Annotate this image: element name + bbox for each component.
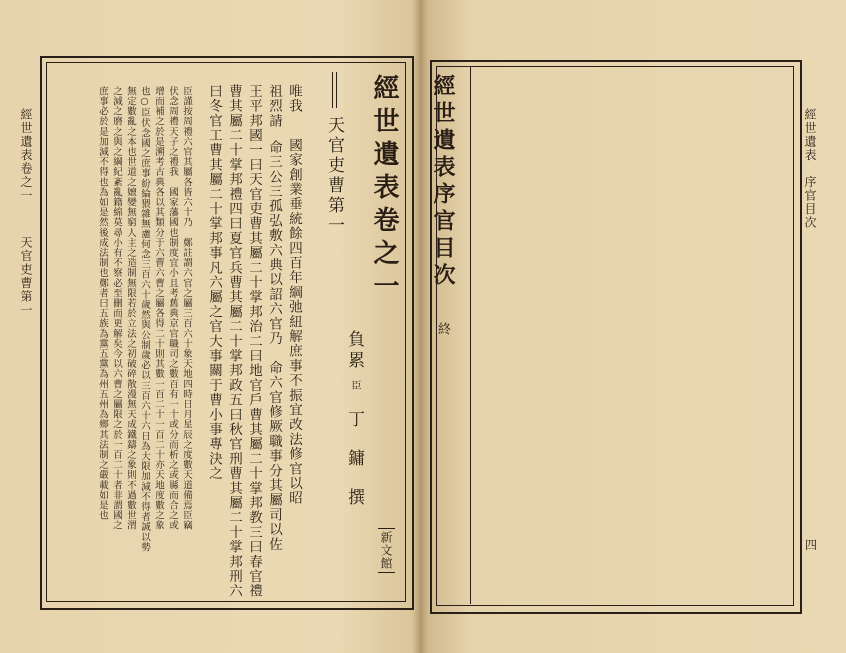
publisher-stamp: 新文館: [378, 528, 395, 573]
body-column-1a: 唯我: [286, 84, 302, 114]
book-title: 經世遺表卷之一: [369, 74, 399, 305]
body-column-5: 曰冬官工曹其屬二十掌邦事凡六屬之官大事關于曹小事專決之: [206, 84, 222, 481]
note-column-7: 庶事必於是加減不得也為如是然後成法制也鄭者曰五族為黨五黨為州五州為鄉其法制之嚴載如是也: [97, 86, 108, 521]
body-column-1b: 國家創業垂統餘四百年綱弛紐解庶事不振宜改法修官以昭: [286, 138, 302, 506]
author-name: 丁鏞撰: [344, 410, 364, 527]
note-column-4: 也○臣伏念國之庶事紛綸猥雜無慮何念三百六十歲然與公制歲必以三百六十六日為大限加減不得者誠以勢: [139, 86, 150, 553]
body-column-2b: 命三公三孤弘敷六典以詔六官乃 命六官修厥職事分其屬司以佐: [266, 140, 282, 552]
end-mark: 終: [435, 322, 450, 335]
chapter-title: 天官吏曹第一: [324, 116, 344, 236]
chapter-rule-2: [336, 72, 337, 108]
note-column-2: 伏念周禮天子之禮我 國家藩國也制度宜小且考舊典京官職司之數百有一十或分而析之或縣而合之或: [167, 86, 178, 531]
note-column-5: 無定數亂之本也世道之嬗變無窮人主之造制無限若於立法之初破碎散漫無天成鐵鑄之象則不過數世渭: [125, 86, 136, 531]
left-page: [0, 0, 420, 653]
author-subject-mark: 臣: [349, 380, 360, 390]
author-prefix: 負累: [344, 330, 364, 372]
body-column-3: 王平邦國一曰天官吏曹其屬二十掌邦治二曰地官戶曹其屬二十掌邦教三曰春官禮: [246, 84, 262, 599]
body-column-2a: 祖烈請: [266, 84, 282, 129]
left-margin-title: 經世遺表卷之一: [19, 108, 33, 203]
contents-title: 經世遺表序官目次: [430, 74, 456, 290]
body-column-4: 曹其屬二十掌邦禮四曰夏官兵曹其屬二十掌邦政五曰秋官刑曹其屬二十掌邦刑六: [226, 84, 242, 599]
note-column-3: 增而補之於是溯考古典各以其類分于六曹六曹之屬各得二十則其數一百二十一百二十亦天地度數之象: [153, 86, 164, 531]
right-page: [420, 0, 846, 653]
right-margin-title: 經世遺表 序官目次: [803, 108, 817, 230]
note-column-1: 臣謹按周禮六官其屬各皆六十乃 鄭註謂六官之屬三百六十象天地四時日月星辰之度數天道備焉臣竊: [181, 86, 192, 531]
right-page-inner-frame: [436, 66, 794, 606]
page-number: 四: [805, 538, 818, 552]
book-gutter: [412, 0, 428, 653]
title-column-rule: [470, 66, 471, 604]
left-margin-section: 天官吏曹第一: [19, 236, 33, 317]
note-column-6: 之減之磨之與之綱紀紊亂籍綿莫尋小有不察必至刪而更解矣今以六曹之屬限之於一百二十者非謂國之: [111, 86, 122, 531]
chapter-rule: [332, 72, 333, 108]
